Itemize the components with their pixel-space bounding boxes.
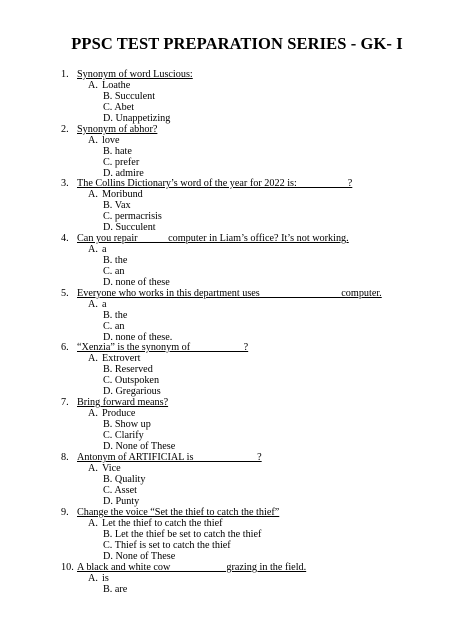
option-text: Quality [114,473,146,485]
option-c [103,102,134,113]
option-a [88,189,143,200]
option-letter: A. [88,517,98,529]
option-text: admire [115,167,144,179]
question-text: Change the voice “Set the thief to catch the thief” [77,507,280,518]
option-letter: A. [88,79,98,91]
option-letter: D. [103,550,113,562]
question-6 [61,342,248,353]
option-c [103,266,125,277]
question-text: Can you repair _____ computer in Liam’s office? It’s not working. [77,233,349,244]
option-b [103,255,127,266]
question-2 [61,124,157,135]
option-letter: D. [103,167,113,179]
question-text: Antonym of ARTIFICIAL is ____________? [77,452,262,463]
option-letter: B. [103,90,113,102]
option-text: Vax [114,199,131,211]
option-text: a [102,243,107,255]
question-number: 4. [61,233,69,244]
option-letter: B. [103,199,113,211]
option-text: Extrovert [102,352,141,364]
option-b [103,91,155,102]
option-letter: C. [103,320,113,332]
option-text: Gregarious [115,385,161,397]
option-letter: B. [103,309,113,321]
option-text: None of These [115,440,176,452]
question-1 [61,69,193,80]
option-text: Loathe [102,79,131,91]
option-letter: B. [103,418,113,430]
option-text: prefer [114,156,140,168]
question-10 [61,562,306,573]
option-d [103,386,161,397]
option-a [88,80,130,91]
option-text: Succulent [114,90,156,102]
option-text: Outspoken [114,374,160,386]
option-text: hate [114,145,132,157]
question-text: Synonym of word Luscious: [77,69,193,80]
option-letter: A. [88,298,98,310]
option-letter: C. [103,101,113,113]
option-text: Punty [115,495,140,507]
option-text: the [114,309,128,321]
option-letter: D. [103,495,113,507]
option-text: Succulent [115,221,156,233]
question-number: 1. [61,69,69,80]
option-letter: D. [103,440,113,452]
question-4 [61,233,349,244]
option-text: none of these. [115,331,173,343]
option-c [103,211,162,222]
option-b [103,200,131,211]
option-letter: B. [103,528,113,540]
option-letter: A. [88,134,98,146]
option-letter: D. [103,112,113,124]
option-text: love [102,134,120,146]
question-number: 3. [61,178,69,189]
option-text: None of These [115,550,176,562]
option-text: the [114,254,128,266]
option-c [103,540,231,551]
option-c [103,321,125,332]
option-text: Let the thief be set to catch the thief [114,528,262,540]
option-text: Reserved [114,363,153,375]
question-text: Everyone who works in this department uses _______________ computer. [77,288,382,299]
option-text: an [114,265,125,277]
option-letter: C. [103,156,113,168]
question-number: 9. [61,507,69,518]
option-letter: A. [88,243,98,255]
option-a [88,408,135,419]
question-text: Synonym of abhor? [77,124,158,135]
option-text: none of these [115,276,170,288]
option-text: Vice [102,462,121,474]
option-d [103,277,170,288]
question-text: “Xenzia” is the synonym of __________? [77,342,249,353]
question-number: 10. [61,562,74,573]
option-a [88,135,120,146]
option-c [103,375,159,386]
option-letter: A. [88,462,98,474]
option-text: Asset [114,484,137,496]
option-text: Moribund [102,188,143,200]
question-3 [61,178,352,189]
option-text: Produce [102,407,136,419]
option-letter: C. [103,539,113,551]
option-b [103,529,261,540]
option-letter: D. [103,221,113,233]
question-text: Bring forward means? [77,397,169,408]
question-number: 2. [61,124,69,135]
option-letter: C. [103,265,113,277]
option-text: a [102,298,107,310]
option-letter: D. [103,331,113,343]
option-letter: B. [103,583,113,595]
question-text: A black and white cow __________ grazing in the field. [77,562,307,573]
option-letter: B. [103,363,113,375]
option-letter: D. [103,276,113,288]
option-a [88,244,107,255]
question-number: 8. [61,452,69,463]
question-8 [61,452,262,463]
option-d [103,441,175,452]
question-9 [61,507,279,518]
option-letter: D. [103,385,113,397]
option-d [103,222,156,233]
question-number: 5. [61,288,69,299]
option-letter: B. [103,145,113,157]
option-letter: B. [103,473,113,485]
option-letter: B. [103,254,113,266]
question-number: 7. [61,397,69,408]
question-number: 6. [61,342,69,353]
option-letter: A. [88,188,98,200]
option-c [103,485,137,496]
option-c [103,430,144,441]
option-d [103,113,170,124]
option-text: are [114,583,128,595]
option-b [103,474,145,485]
option-text: Thief is set to catch the thief [114,539,231,551]
option-letter: A. [88,407,98,419]
question-5 [61,288,382,299]
option-letter: C. [103,484,113,496]
option-b [103,419,151,430]
option-c [103,157,139,168]
option-b [103,146,132,157]
option-a [88,573,109,584]
option-letter: C. [103,210,113,222]
option-text: is [102,572,109,584]
option-text: permacrisis [114,210,162,222]
option-b [103,310,127,321]
option-d [103,332,172,343]
option-d [103,168,144,179]
option-b [103,364,153,375]
option-d [103,551,175,562]
option-letter: C. [103,429,113,441]
option-text: Clarify [114,429,144,441]
option-b [103,584,127,595]
page-title: PPSC TEST PREPARATION SERIES - GK- I [71,34,403,53]
option-a [88,518,223,529]
option-text: Abet [114,101,135,113]
option-text: an [114,320,125,332]
option-a [88,353,140,364]
option-text: Unappetizing [115,112,171,124]
option-letter: A. [88,572,98,584]
option-text: Let the thief to catch the thief [102,517,223,529]
question-text: The Collins Dictionary’s word of the year for 2022 is:__________? [77,178,353,189]
option-text: Show up [114,418,151,430]
option-a [88,463,121,474]
question-7 [61,397,168,408]
option-letter: A. [88,352,98,364]
option-a [88,299,107,310]
option-letter: C. [103,374,113,386]
option-d [103,496,139,507]
